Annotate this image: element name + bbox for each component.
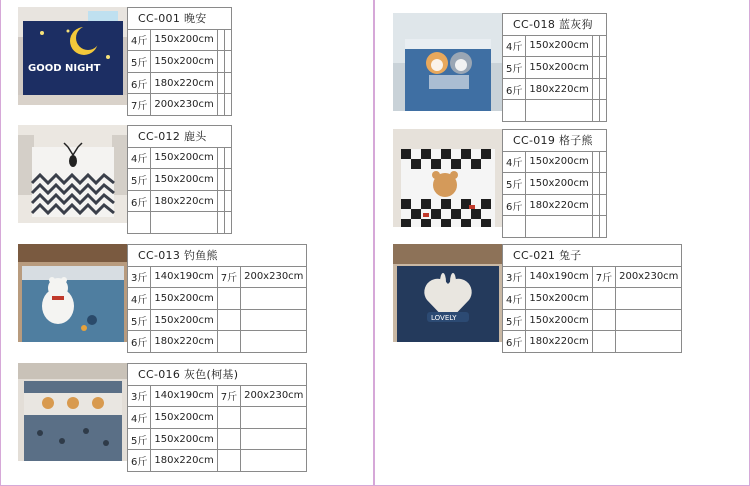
- size-cell: 180x220cm: [526, 78, 592, 100]
- blanket-print-text: GOOD NIGHT: [28, 63, 101, 74]
- weight-cell-2: [592, 173, 599, 195]
- blanket-rabbit-image: [393, 244, 503, 342]
- blanket-fishing-bear-image: [18, 244, 128, 342]
- spec-row: [503, 151, 607, 173]
- product-name: 兔子: [558, 249, 582, 263]
- size-cell: 150x200cm: [151, 51, 217, 73]
- size-cell-2: [224, 72, 231, 94]
- spec-row: [128, 51, 232, 73]
- size-cell: 140x190cm: [151, 266, 217, 288]
- product-title: [128, 245, 307, 267]
- size-cell: 180x220cm: [526, 331, 592, 353]
- size-cell-2: [599, 194, 606, 216]
- weight-cell: 6斤: [503, 194, 526, 216]
- size-cell: 150x200cm: [151, 428, 217, 450]
- size-cell-2: [224, 94, 231, 116]
- weight-cell-2: [217, 450, 240, 472]
- product-title: [128, 126, 232, 148]
- weight-cell: 5斤: [503, 309, 526, 331]
- spec-row: [503, 78, 607, 100]
- spec-table: [127, 244, 307, 353]
- size-cell: 140x190cm: [151, 385, 217, 407]
- weight-cell-2: [217, 212, 224, 234]
- weight-cell: 5斤: [503, 57, 526, 79]
- size-cell: 180x220cm: [151, 450, 217, 472]
- spec-row: [503, 173, 607, 195]
- weight-cell: 4斤: [128, 147, 151, 169]
- weight-cell-2: [217, 331, 240, 353]
- weight-cell: 4斤: [503, 35, 526, 57]
- product-name: 蓝灰狗: [558, 18, 593, 32]
- product-name: 格子熊: [558, 134, 593, 148]
- spec-table: [502, 244, 682, 353]
- spec-row: [128, 309, 307, 331]
- spec-table: [127, 125, 232, 234]
- weight-cell-2: 7斤: [592, 266, 615, 288]
- column-divider: [373, 0, 375, 486]
- spec-row: [128, 428, 307, 450]
- product-name: 灰色(柯基): [183, 368, 239, 382]
- weight-cell: 7斤: [128, 94, 151, 116]
- size-cell-2: [224, 147, 231, 169]
- weight-cell: 4斤: [128, 407, 151, 429]
- size-cell: 150x200cm: [151, 407, 217, 429]
- product-code: CC-021: [513, 249, 556, 263]
- spec-row: [503, 35, 607, 57]
- weight-cell: 6斤: [128, 72, 151, 94]
- product-title: [128, 8, 232, 30]
- spec-row: [503, 216, 607, 238]
- size-cell-2: 200x230cm: [241, 385, 307, 407]
- product-name: 钓鱼熊: [183, 249, 218, 263]
- size-cell-2: [616, 288, 682, 310]
- product-code: CC-012: [138, 130, 181, 144]
- size-cell-2: 200x230cm: [241, 266, 307, 288]
- size-cell-2: [241, 331, 307, 353]
- weight-cell-2: [592, 194, 599, 216]
- weight-cell-2: [217, 190, 224, 212]
- spec-row: [503, 194, 607, 216]
- size-cell: 150x200cm: [151, 169, 217, 191]
- product-title: [503, 245, 682, 267]
- weight-cell: 3斤: [503, 266, 526, 288]
- weight-cell: 6斤: [128, 450, 151, 472]
- size-cell-2: [599, 35, 606, 57]
- spec-row: [128, 385, 307, 407]
- weight-cell-2: [592, 309, 615, 331]
- size-cell: 150x200cm: [151, 29, 217, 51]
- weight-cell: 6斤: [128, 331, 151, 353]
- product-code: CC-016: [138, 368, 181, 382]
- size-cell: 150x200cm: [526, 288, 592, 310]
- product-title: [503, 130, 607, 152]
- size-cell: 150x200cm: [526, 57, 592, 79]
- size-cell: [526, 100, 592, 122]
- weight-cell: 4斤: [128, 288, 151, 310]
- weight-cell-2: [217, 72, 224, 94]
- weight-cell-2: [592, 151, 599, 173]
- product-photo: [18, 7, 128, 105]
- product-title: [503, 14, 607, 36]
- spec-row: [503, 331, 682, 353]
- weight-cell: 6斤: [503, 78, 526, 100]
- weight-cell-2: [592, 216, 599, 238]
- product-photo: [393, 13, 503, 111]
- spec-row: [128, 212, 232, 234]
- spec-row: [128, 72, 232, 94]
- size-cell-2: [241, 309, 307, 331]
- product-photo: [393, 129, 503, 227]
- spec-row: [128, 94, 232, 116]
- blanket-deer-image: [18, 125, 128, 223]
- size-cell: 150x200cm: [151, 147, 217, 169]
- weight-cell: [503, 100, 526, 122]
- weight-cell-2: [592, 331, 615, 353]
- weight-cell-2: [217, 94, 224, 116]
- size-cell-2: [224, 51, 231, 73]
- spec-row: [128, 288, 307, 310]
- size-cell-2: [616, 309, 682, 331]
- product-title: [128, 364, 307, 386]
- product-photo: [18, 363, 128, 461]
- size-cell-2: [599, 173, 606, 195]
- weight-cell: 5斤: [128, 428, 151, 450]
- weight-cell: 3斤: [128, 266, 151, 288]
- blanket-print-text: LOVELY: [431, 314, 457, 322]
- weight-cell: 4斤: [503, 288, 526, 310]
- product-code: CC-001: [138, 12, 181, 26]
- weight-cell: 4斤: [128, 29, 151, 51]
- size-cell: 180x220cm: [526, 194, 592, 216]
- spec-row: [503, 288, 682, 310]
- weight-cell-2: [592, 100, 599, 122]
- size-cell: 200x230cm: [151, 94, 217, 116]
- size-cell-2: [224, 29, 231, 51]
- product-code: CC-018: [513, 18, 556, 32]
- weight-cell: 5斤: [128, 309, 151, 331]
- spec-row: [503, 100, 607, 122]
- weight-cell-2: [592, 35, 599, 57]
- weight-cell-2: [592, 78, 599, 100]
- size-cell: 140x190cm: [526, 266, 592, 288]
- size-cell-2: [241, 288, 307, 310]
- size-cell: 180x220cm: [151, 72, 217, 94]
- size-cell: 150x200cm: [526, 309, 592, 331]
- product-name: 晚安: [183, 12, 207, 26]
- weight-cell-2: [217, 309, 240, 331]
- weight-cell-2: [217, 407, 240, 429]
- spec-row: [128, 190, 232, 212]
- size-cell-2: [599, 57, 606, 79]
- weight-cell: 5斤: [128, 169, 151, 191]
- size-cell-2: [616, 331, 682, 353]
- weight-cell-2: [217, 147, 224, 169]
- spec-row: [503, 309, 682, 331]
- weight-cell-2: [217, 29, 224, 51]
- weight-cell: 3斤: [128, 385, 151, 407]
- size-cell: 150x200cm: [526, 35, 592, 57]
- blanket-checkered-bear-image: [393, 129, 503, 227]
- size-cell-2: 200x230cm: [616, 266, 682, 288]
- weight-cell-2: [592, 288, 615, 310]
- spec-table: [502, 13, 607, 122]
- spec-row: [128, 147, 232, 169]
- spec-row: [128, 29, 232, 51]
- size-cell-2: [599, 151, 606, 173]
- weight-cell: 5斤: [128, 51, 151, 73]
- product-photo: [393, 244, 503, 342]
- size-cell: 150x200cm: [151, 309, 217, 331]
- spec-table: [127, 363, 307, 472]
- size-cell-2: [224, 212, 231, 234]
- size-cell: 180x220cm: [151, 331, 217, 353]
- size-cell: [526, 216, 592, 238]
- weight-cell: [503, 216, 526, 238]
- size-cell: [151, 212, 217, 234]
- weight-cell-2: [217, 428, 240, 450]
- size-cell: 150x200cm: [526, 151, 592, 173]
- weight-cell-2: [592, 57, 599, 79]
- spec-table: [502, 129, 607, 238]
- weight-cell: 5斤: [503, 173, 526, 195]
- spec-row: [503, 57, 607, 79]
- spec-row: [503, 266, 682, 288]
- page-border-left: [0, 0, 1, 486]
- size-cell-2: [599, 216, 606, 238]
- spec-row: [128, 450, 307, 472]
- weight-cell: 4斤: [503, 151, 526, 173]
- weight-cell-2: [217, 288, 240, 310]
- weight-cell-2: [217, 169, 224, 191]
- spec-row: [128, 331, 307, 353]
- blanket-goodnight-image: [18, 7, 128, 105]
- weight-cell: 6斤: [503, 331, 526, 353]
- size-cell: 180x220cm: [151, 190, 217, 212]
- size-cell: 150x200cm: [526, 173, 592, 195]
- product-photo: [18, 125, 128, 223]
- product-code: CC-013: [138, 249, 181, 263]
- product-code: CC-019: [513, 134, 556, 148]
- weight-cell-2: 7斤: [217, 266, 240, 288]
- weight-cell-2: 7斤: [217, 385, 240, 407]
- blanket-corgi-image: [18, 363, 128, 461]
- weight-cell-2: [217, 51, 224, 73]
- size-cell-2: [599, 100, 606, 122]
- product-name: 鹿头: [183, 130, 207, 144]
- size-cell: 150x200cm: [151, 288, 217, 310]
- spec-table: [127, 7, 232, 116]
- weight-cell: [128, 212, 151, 234]
- blanket-blue-dog-image: [393, 13, 503, 111]
- size-cell-2: [599, 78, 606, 100]
- size-cell-2: [241, 428, 307, 450]
- spec-row: [128, 266, 307, 288]
- size-cell-2: [224, 169, 231, 191]
- product-photo: [18, 244, 128, 342]
- size-cell-2: [241, 407, 307, 429]
- spec-row: [128, 407, 307, 429]
- size-cell-2: [224, 190, 231, 212]
- weight-cell: 6斤: [128, 190, 151, 212]
- spec-row: [128, 169, 232, 191]
- size-cell-2: [241, 450, 307, 472]
